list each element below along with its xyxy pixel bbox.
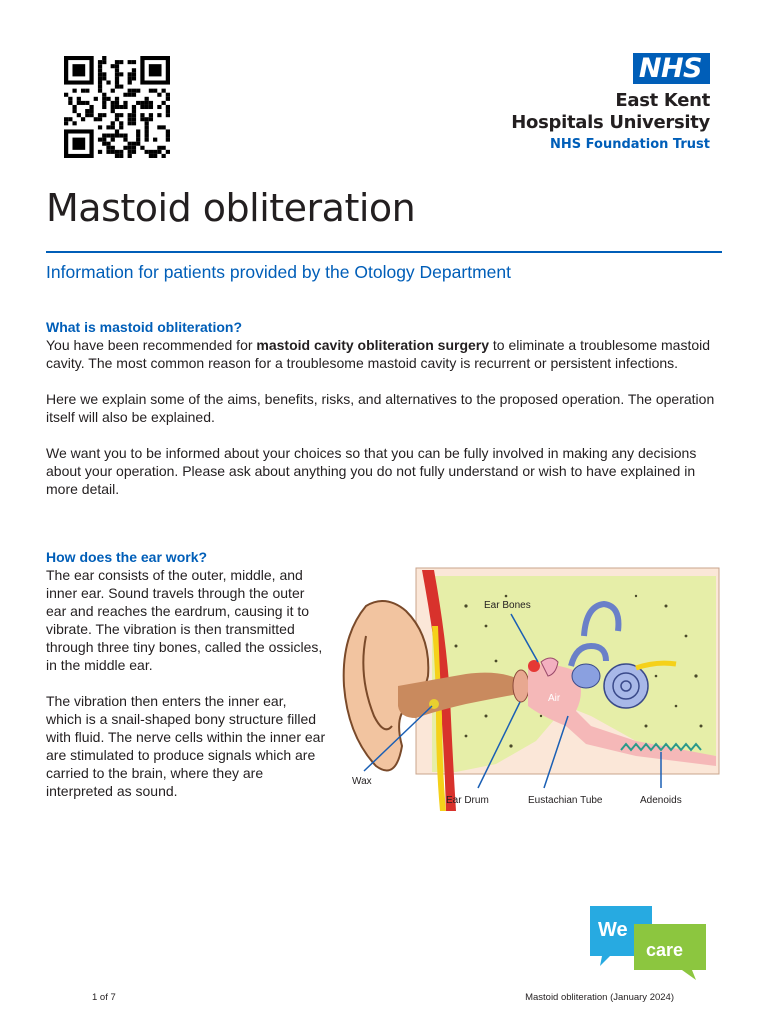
nhs-trust-logo: [511, 53, 710, 153]
cochlea: [604, 664, 648, 708]
section-heading: How does the ear work?: [46, 549, 208, 565]
paragraph: [46, 336, 726, 372]
bold-text: mastoid cavity obliteration surgery: [256, 337, 490, 353]
ear-drum: [513, 670, 529, 702]
text-run: You have been recommended for: [46, 337, 257, 353]
nhs-logo: NHS: [633, 53, 710, 84]
label-adenoids: Adenoids: [640, 795, 682, 806]
label-ear-drum: Ear Drum: [446, 795, 489, 806]
org-name-line1: East Kent: [615, 90, 710, 111]
page-title: Mastoid obliteration: [46, 186, 416, 230]
care-text: care: [646, 940, 684, 960]
page-subtitle: Information for patients provided by the Otology Department: [46, 262, 511, 282]
we-care-logo: [588, 904, 708, 982]
paragraph: Here we explain some of the aims, benefits, risks, and alternatives to the proposed operation. The operation itself will also be explained.: [46, 391, 715, 425]
label-air: Air: [548, 693, 561, 704]
page-number: 1 of 7: [92, 992, 116, 1003]
title-divider: [46, 251, 722, 253]
paragraph: We want you to be informed about your choices so that you can be fully involved in making any decisions about your operation. Please ask about anything you do not fully understand or wish to have explained in more detail.: [46, 445, 697, 497]
vestibule: [572, 664, 600, 688]
org-name-line3: NHS Foundation Trust: [550, 137, 710, 152]
label-eustachian-tube: Eustachian Tube: [528, 795, 603, 806]
qr-code: [64, 56, 170, 158]
we-text: We: [598, 919, 628, 941]
section-how-ear-works: [46, 548, 326, 800]
text-run: to eliminate a troublesome mastoid cavity. The most common reason for a troublesome mastoid cavity is recurrent or persistent infections.: [46, 337, 711, 371]
org-name-line2: Hospitals University: [511, 112, 710, 133]
section-heading: What is mastoid obliteration?: [46, 319, 243, 335]
paragraph: The vibration then enters the inner ear, which is a snail-shaped bony structure filled with fluid. The nerve cells within the inner ear are stimulated to produce signals which are carried to the brain, where they are interpreted as sound.: [46, 693, 326, 799]
paragraph: The ear consists of the outer, middle, and inner ear. Sound travels through the outer ear and reaches the eardrum, causing it to vibrate. The vibration is then transmitted through three tiny bones, called the ossicles, in the middle ear.: [46, 567, 323, 673]
label-wax: Wax: [352, 776, 372, 787]
label-ear-bones: Ear Bones: [484, 600, 531, 611]
ear-anatomy-diagram: [336, 566, 728, 814]
footer-doc-title: Mastoid obliteration (January 2024): [525, 992, 674, 1003]
section-what-is: [46, 318, 726, 498]
